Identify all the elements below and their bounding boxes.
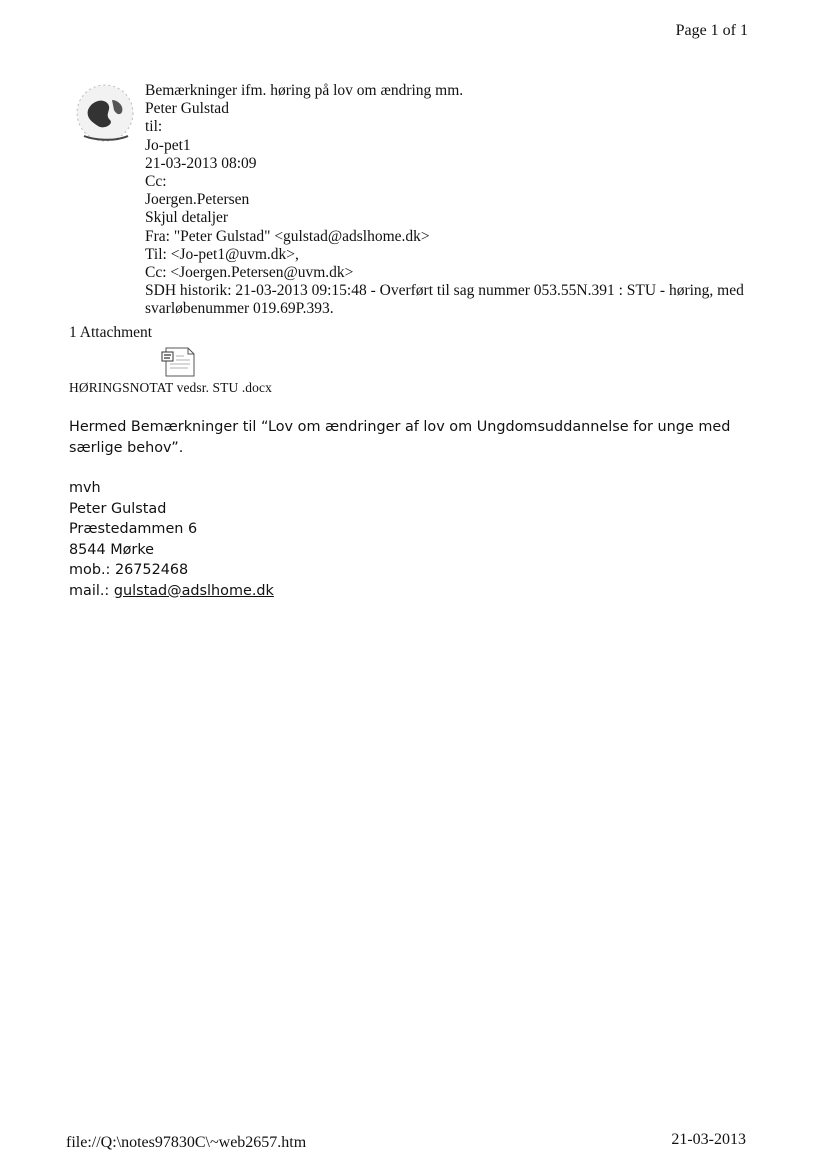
sender-name[interactable]: Peter Gulstad: [145, 100, 229, 118]
email-body: [69, 417, 759, 601]
sent-date: 21-03-2013 08:09: [145, 154, 257, 172]
hide-details-link[interactable]: Skjul detaljer: [145, 209, 229, 227]
signature-phone: mob.: 26752468: [69, 562, 189, 578]
cc-line: Cc: <Joergen.Petersen@uvm.dk>: [145, 264, 354, 282]
closing: mvh: [69, 480, 101, 496]
signature-street: Præstedammen 6: [69, 521, 198, 537]
attachment-count: 1 Attachment: [69, 324, 153, 341]
footer-file-path: file://Q:\notes97830C\~web2657.htm: [66, 1134, 307, 1151]
attachment-file-name[interactable]: HØRINGSNOTAT vedsr. STU .docx: [69, 380, 272, 395]
cc-recipient[interactable]: Joergen.Petersen: [145, 191, 250, 209]
til-line: Til: <Jo-pet1@uvm.dk>,: [145, 245, 299, 263]
signature: [69, 478, 759, 601]
footer-print-date: 21-03-2013: [671, 1131, 746, 1148]
email-header: [145, 82, 755, 319]
mail-label: mail.:: [69, 582, 114, 599]
from-line: Fra: "Peter Gulstad" <gulstad@adslhome.dk>: [145, 227, 430, 245]
docx-file-icon[interactable]: [160, 346, 198, 378]
to-recipient[interactable]: Jo-pet1: [145, 136, 191, 154]
globe-avatar-icon: [74, 80, 136, 146]
page-indicator: Page 1 of 1: [675, 22, 748, 39]
cc-label: Cc:: [145, 173, 167, 191]
to-label: til:: [145, 118, 163, 136]
signature-name: Peter Gulstad: [69, 500, 167, 517]
mail-link[interactable]: gulstad@adslhome.dk: [113, 582, 274, 599]
signature-city: 8544 Mørke: [69, 541, 155, 558]
sdh-history-line: SDH historik: 21-03-2013 09:15:48 - Overført til sag nummer 053.55N.391 : STU - høring, med svarløbenummer 019.69P.393.: [145, 282, 744, 318]
signature-mail: [69, 581, 759, 602]
email-subject: Bemærkninger ifm. høring på lov om ændring mm.: [145, 82, 464, 99]
body-intro: Hermed Bemærkninger til “Lov om ændringer af lov om Ungdomsuddannelse for unge med særlige behov”.: [69, 419, 731, 456]
